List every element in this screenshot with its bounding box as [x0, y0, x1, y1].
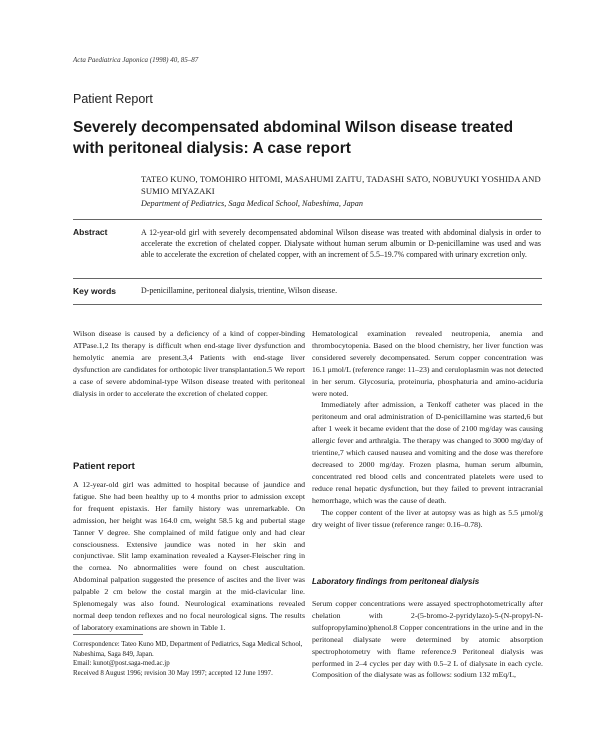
affiliation: Department of Pediatrics, Saga Medical School, Nabeshima, Japan: [141, 199, 363, 208]
abstract-label: Abstract: [73, 227, 108, 237]
divider-top: [73, 219, 542, 220]
correspondence-note: [73, 640, 308, 678]
case-paragraph: A 12-year-old girl was admitted to hospital because of jaundice and fatigue. She had been healthy up to 4 months prior to admission except for frequent epistaxis. Her family history was unremarkable. On admission, her height was 164.0 cm, weight 58.5 kg and pubertal stage Tanner V degree. She complained of mild fatigue only and had clear consciousness. Extensive jaundice was noted in her skin and conjunctivae. Slit lamp examination revealed a Kayser-Fleischer ring in the cornea. No abnormalities were found on chest auscultation. Abdominal palpation suggested the presence of ascites and the liver was palpable 2 cm below the costal margin at the mid-clavicular line. Splenomegaly was also found. Neurological examinations revealed normal deep tendon reflexes and no focal neurological signs. The results of laboratory examinations are shown in Table 1.: [73, 480, 305, 632]
author-list: TATEO KUNO, TOMOHIRO HITOMI, MASAHUMI ZAITU, TADASHI SATO, NOBUYUKI YOSHIDA AND SUMIO MIYAZAKI: [141, 174, 541, 196]
journal-citation: Acta Paediatrica Japonica (1998) 40, 85–87: [73, 56, 199, 64]
case-description: [73, 479, 305, 634]
abstract-text: A 12-year-old girl with severely decompensated abdominal Wilson disease was treated with abdominal dialysis in order to accelerate the excretion of chelated copper. Dialysate without human serum albumin or D-penicillamine was used and was able to accelerate the excretion of chelated copper, with an increment of 5.5–19.7% compared with urinary excretion only.: [141, 228, 541, 259]
divider-bottom: [73, 304, 542, 305]
keywords-label: Key words: [73, 286, 116, 296]
correspondence-email: Email: kunot@post.saga-med.ac.jp: [73, 660, 170, 667]
received-dates: Received 8 August 1996; revision 30 May 1997; accepted 12 June 1997.: [73, 669, 273, 677]
footnote-rule: [73, 634, 143, 635]
right-column: [312, 328, 543, 530]
hematology-paragraph: Hematological examination revealed neutropenia, anemia and thrombocytopenia. Based on the blood chemistry, her liver function was considered severely decompensated. Serum copper concentration was 16.1 μmol/L (reference range: 11–23) and ceruloplasmin was not detected in her serum. Glycosuria, proteinuria, phosphaturia and amino-aciduria were noted.: [312, 329, 543, 398]
article-title: Severely decompensated abdominal Wilson disease treated with peritoneal dialysis: A case report: [73, 119, 514, 157]
lab-findings-heading: Laboratory findings from peritoneal dialysis: [312, 577, 480, 586]
left-column: [73, 328, 305, 399]
patient-report-heading: Patient report: [73, 461, 135, 472]
intro-paragraph: Wilson disease is caused by a deficiency of a kind of copper-binding ATPase.1,2 Its therapy is difficult when end-stage liver dysfunction and hemolytic anemia are present.3,4 Patients with end-stage liver dysfunction are candidates for orthotopic liver transplantation.5 We report a case of severe abdominal-type Wilson disease treated with peritoneal dialysis in order to accelerate the excretion of chelated copper.: [73, 329, 305, 398]
treatment-paragraph: Immediately after admission, a Tenkoff catheter was placed in the peritoneum and oral administration of D-penicillamine was started,6 but after 1 week it became evident that the dose of 2100 mg/day was causing allergic fever and arthralgia. The therapy was changed to 3000 mg/day of trientine,7 which caused nausea and vomiting and the dose was therefore decreased to 2000 mg/day. Frozen plasma, human serum albumin, concentrated red blood cells and concentrated platelets were used to reduce renal hepatic dysfunction, but they failed to prevent intracranial hemorrhage, which was the cause of death.: [312, 400, 543, 505]
section-label: Patient Report: [73, 92, 153, 106]
lab-paragraph: Serum copper concentrations were assayed spectrophotometrically after chelation with 2-(5-bromo-2-pyridylazo)-5-(N-propyl-N-sulfopropylamino)phenol.8 Copper concentrations in the urine and in the peritoneal dialysate were determined by atomic absorption spectrophotometry with flame reference.9 Peritoneal dialysis was performed in 2–4 cycles per day with 0.5–2 L of dialysate in each cycle. Composition of the dialysate was as follows: sodium 132 mEq/L,: [312, 599, 543, 680]
correspondence-address: Correspondence: Tateo Kuno MD, Department of Pediatrics, Saga Medical School, Nabeshima, Saga 849, Japan.: [73, 641, 303, 658]
keywords-text: D-penicillamine, peritoneal dialysis, trientine, Wilson disease.: [141, 286, 338, 295]
autopsy-paragraph: The copper content of the liver at autopsy was as high as 5.5 μmol/g dry weight of liver tissue (reference range: 0.16–0.78).: [312, 507, 543, 529]
divider-middle: [73, 278, 542, 279]
lab-findings: [312, 598, 543, 681]
